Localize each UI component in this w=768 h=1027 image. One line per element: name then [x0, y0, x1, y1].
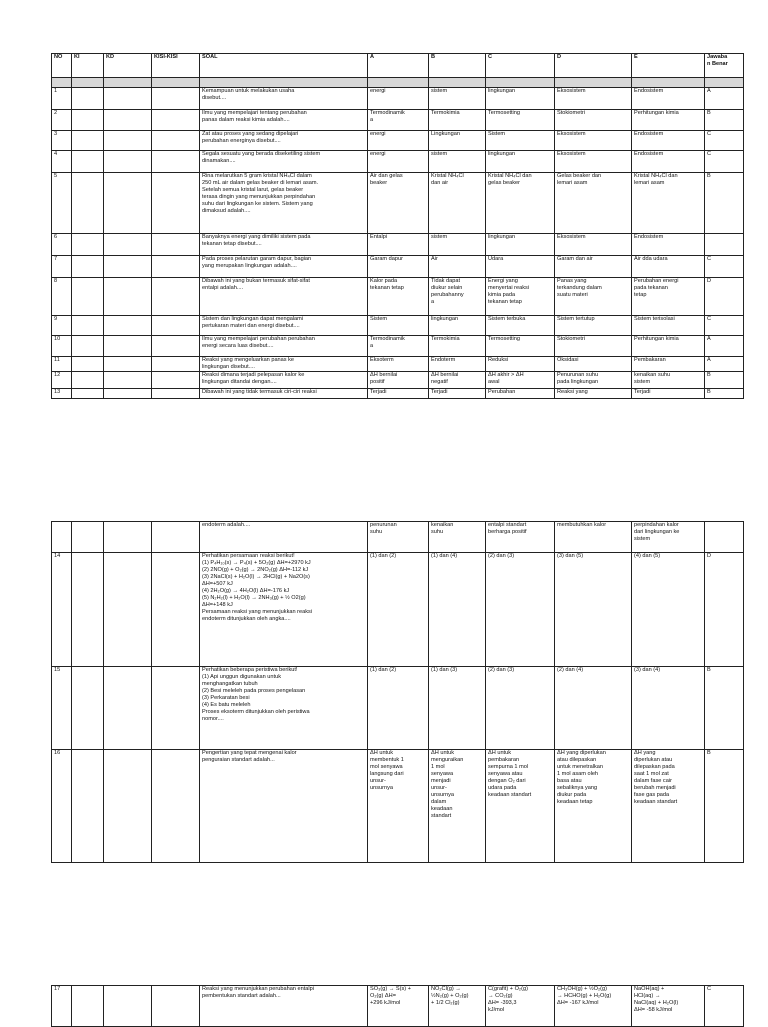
ki-cell: [72, 110, 104, 131]
option-d-cell: Sistem tertutup: [555, 316, 632, 336]
question-number-cell: 3: [52, 131, 72, 151]
kd-cell: [104, 256, 152, 278]
option-e-cell: Endosistem: [632, 88, 705, 110]
option-d-cell: Penurunan suhu pada lingkungan: [555, 372, 632, 389]
option-b-cell: Air: [429, 256, 486, 278]
question-text-cell: Sistem dan lingkungan dapat mengalami pertukaran materi dan energi disebut....: [200, 316, 368, 336]
option-a-cell: Kalor pada tekanan tetap: [368, 278, 429, 316]
kisi-kisi-cell: [152, 667, 200, 750]
option-c-cell: C(grafit) + O₂(g) → CO₂(g) ΔH= -393,3 kJ/mol: [486, 986, 555, 1027]
question-text-cell: Kemampuan untuk melakukan usaha disebut....: [200, 88, 368, 110]
question-row: [52, 256, 744, 278]
option-b-cell: (1) dan (3): [429, 667, 486, 750]
option-d-cell: ΔH yang diperlukan atau dilepaskan untuk menetralkan 1 mol asam oleh basa atau sebaliknya yang diukur pada keadaan tetap: [555, 750, 632, 863]
ki-cell: [72, 278, 104, 316]
option-c-cell: Perubahan: [486, 389, 555, 399]
question-text-cell: Banyaknya energi yang dimiliki sistem pada tekanan tetap disebut....: [200, 234, 368, 256]
kd-cell: [104, 986, 152, 1027]
header-kd: KD: [104, 54, 152, 78]
question-number-cell: 5: [52, 173, 72, 234]
option-d-cell: CH₃OH(g) + ½O₂(g) → HCHO(g) + H₂O(g) ΔH= -167 kJ/mol: [555, 986, 632, 1027]
option-b-cell: Termokimia: [429, 336, 486, 357]
answer-cell: D: [705, 278, 744, 316]
question-number-cell: 4: [52, 151, 72, 173]
option-c-cell: ΔH untuk pembakaran sempurna 1 mol senyawa atau dengan O₂ dari udara pada keadaan standart: [486, 750, 555, 863]
option-d-cell: membutuhkan kalor: [555, 522, 632, 553]
option-d-cell: (2) dan (4): [555, 667, 632, 750]
question-row: [52, 278, 744, 316]
option-c-cell: Termosetting: [486, 110, 555, 131]
question-number-cell: 8: [52, 278, 72, 316]
question-text-cell: Reaksi dimana terjadi pelepasan kalor ke lingkungan ditandai dengan....: [200, 372, 368, 389]
header-ki: KI: [72, 54, 104, 78]
option-a-cell: Eksoterm: [368, 357, 429, 372]
question-row: [52, 173, 744, 234]
question-row: [52, 151, 744, 173]
question-row: [52, 750, 744, 863]
option-d-cell: Garam dan air: [555, 256, 632, 278]
kisi-kisi-cell: [152, 357, 200, 372]
ki-cell: [72, 336, 104, 357]
question-number-cell: 13: [52, 389, 72, 399]
option-d-cell: Eksosistem: [555, 234, 632, 256]
question-row: [52, 986, 744, 1027]
option-c-cell: Energi yang menyertai reaksi kimia pada tekanan tetap: [486, 278, 555, 316]
option-a-cell: Termodinamik a: [368, 336, 429, 357]
kd-cell: [104, 316, 152, 336]
ki-cell: [72, 151, 104, 173]
kisi-kisi-cell: [152, 173, 200, 234]
option-a-cell: ΔH bernilai positif: [368, 372, 429, 389]
answer-cell: B: [705, 173, 744, 234]
answer-cell: C: [705, 256, 744, 278]
option-a-cell: Sistem: [368, 316, 429, 336]
question-text-cell: Rina melarutkan 5 gram kristal NH₄Cl dalam 250 mL air dalam gelas beaker di lemari asam. Setelah semua kristal larut, gelas beaker terasa dingin yang menunjukkan perpindahan suhu dari lingkungan ke sistem. Sistem yang dimaksud adalah....: [200, 173, 368, 234]
ki-cell: [72, 986, 104, 1027]
option-e-cell: Perhitungan kimia: [632, 336, 705, 357]
kisi-kisi-cell: [152, 131, 200, 151]
ki-cell: [72, 234, 104, 256]
option-b-cell: NO₂Cl(g) → ½N₂(g) + O₂(g) + 1/2 Cl₂(g): [429, 986, 486, 1027]
option-a-cell: Terjadi: [368, 389, 429, 399]
option-b-cell: Kristal NH₄Cl dan air: [429, 173, 486, 234]
kd-cell: [104, 88, 152, 110]
option-c-cell: Sistem terbuka: [486, 316, 555, 336]
question-text-cell: Reaksi yang menunjukkan perubahan entalpi pembentukan standart adalah...: [200, 986, 368, 1027]
header-soal: SOAL: [200, 54, 368, 78]
option-b-cell: Endoterm: [429, 357, 486, 372]
kd-cell: [104, 667, 152, 750]
answer-cell: B: [705, 389, 744, 399]
option-a-cell: energi: [368, 131, 429, 151]
ki-cell: [72, 372, 104, 389]
ki-cell: [72, 553, 104, 667]
option-d-cell: Eksosistem: [555, 151, 632, 173]
question-text-cell: Pada proses pelarutan garam dapur, bagian yang merupakan lingkungan adalah....: [200, 256, 368, 278]
option-e-cell: Kristal NH₄Cl dan lemari asam: [632, 173, 705, 234]
option-b-cell: ΔH untuk menguraikan 1 mol senyawa menjadi unsur- unsurnya dalam keadaan standart: [429, 750, 486, 863]
ki-cell: [72, 357, 104, 372]
question-number-cell: 11: [52, 357, 72, 372]
answer-cell: A: [705, 336, 744, 357]
kisi-kisi-cell: [152, 151, 200, 173]
option-e-cell: ΔH yang diperlukan atau dilepaskan pada saat 1 mol zat dalam fase cair berubah menjadi fase gas pada keadaan standart: [632, 750, 705, 863]
question-text-cell: endoterm adalah....: [200, 522, 368, 553]
kisi-kisi-cell: [152, 256, 200, 278]
question-text-cell: Zat atau proses yang sedang dipelajari perubahan energinya disebut....: [200, 131, 368, 151]
question-text-cell: Perhatikan beberapa peristiwa berikut! (1) Api unggun digunakan untuk menghangatkan tubuh (2) Besi meleleh pada proses pengelasan (3) Perkaratan besi (4) Es batu meleleh Proses eksoterm ditunjukkan oleh peristiwa nomor....: [200, 667, 368, 750]
option-c-cell: Kristal NH₄Cl dan gelas beaker: [486, 173, 555, 234]
kisi-kisi-cell: [152, 110, 200, 131]
option-c-cell: (2) dan (3): [486, 553, 555, 667]
answer-cell: [705, 234, 744, 256]
kd-cell: [104, 522, 152, 553]
answer-cell: B: [705, 750, 744, 863]
question-number-cell: 14: [52, 553, 72, 667]
kisi-kisi-cell: [152, 553, 200, 667]
option-a-cell: (1) dan (2): [368, 667, 429, 750]
option-a-cell: ΔH untuk membentuk 1 mol senyawa langsung dari unsur- unsurnya: [368, 750, 429, 863]
question-number-cell: 12: [52, 372, 72, 389]
option-c-cell: ΔH akhir > ΔH awal: [486, 372, 555, 389]
option-d-cell: Reaksi yang: [555, 389, 632, 399]
kisi-kisi-cell: [152, 389, 200, 399]
option-b-cell: ΔH bernilai negatif: [429, 372, 486, 389]
kd-cell: [104, 151, 152, 173]
option-b-cell: Termokimia: [429, 110, 486, 131]
ki-cell: [72, 750, 104, 863]
header-no: NO: [52, 54, 72, 78]
question-number-cell: 6: [52, 234, 72, 256]
header-a: A: [368, 54, 429, 78]
option-d-cell: Stokiometri: [555, 336, 632, 357]
option-d-cell: Eksosistem: [555, 131, 632, 151]
header-kisi-kisi: KISI-KISI: [152, 54, 200, 78]
option-e-cell: Endosistem: [632, 234, 705, 256]
option-a-cell: SO₃(g) → S(s) + O₂(g) ΔH= +296 kJ/mol: [368, 986, 429, 1027]
answer-cell: B: [705, 110, 744, 131]
kd-cell: [104, 357, 152, 372]
option-c-cell: Termosetting: [486, 336, 555, 357]
question-number-cell: 17: [52, 986, 72, 1027]
option-e-cell: Endosistem: [632, 131, 705, 151]
option-d-cell: (3) dan (5): [555, 553, 632, 667]
option-e-cell: (4) dan (5): [632, 553, 705, 667]
option-c-cell: (2) dan (3): [486, 667, 555, 750]
answer-cell: C: [705, 316, 744, 336]
question-text-cell: Segala sesuatu yang berada diseketiling sistem dinamakan....: [200, 151, 368, 173]
option-a-cell: Garam dapur: [368, 256, 429, 278]
kd-cell: [104, 173, 152, 234]
question-text-cell: Pengertian yang tepat mengenai kalor penguraian standart adalah...: [200, 750, 368, 863]
question-text-cell: Perhatikan persamaan reaksi berikut! (1) P₄H₁₀(s) → P₄(s) + 5O₂(g) ΔH=+2970 kJ (2) 2NO(g) + O₂(g) → 2NO₂(g) ΔH=-112 kJ (3) 2NaCl(s) + H₂O(l) → 2HCl(g) + Na2O(s) ΔH=+507 kJ (4) 2H₂O(g) → 4H₂O(l) ΔH=-176 kJ (5) N₂H₂(l) + H₂O(l) → 2NH₃(g) + ½ O2(g) ΔH=+148 kJ Persamaan reaksi yang menunjukkan reaksi endoterm ditunjukkan oleh angka....: [200, 553, 368, 667]
option-a-cell: Termodinamik a: [368, 110, 429, 131]
question-number-cell: 7: [52, 256, 72, 278]
option-a-cell: energi: [368, 88, 429, 110]
kd-cell: [104, 131, 152, 151]
question-text-cell: Reaksi yang mengeluarkan panas ke lingkungan disebut....: [200, 357, 368, 372]
option-b-cell: lingkungan: [429, 316, 486, 336]
question-number-cell: 2: [52, 110, 72, 131]
kisi-kisi-cell: [152, 750, 200, 863]
header-b: B: [429, 54, 486, 78]
option-b-cell: sistem: [429, 151, 486, 173]
question-row: [52, 357, 744, 372]
question-row: [52, 372, 744, 389]
header-d: D: [555, 54, 632, 78]
question-row: [52, 667, 744, 750]
option-c-cell: Reduksi: [486, 357, 555, 372]
option-d-cell: Gelas beaker dan lemari asam: [555, 173, 632, 234]
option-a-cell: Entalpi: [368, 234, 429, 256]
question-number-cell: 15: [52, 667, 72, 750]
option-a-cell: (1) dan (2): [368, 553, 429, 667]
kd-cell: [104, 372, 152, 389]
question-number-cell: 16: [52, 750, 72, 863]
answer-cell: C: [705, 131, 744, 151]
ki-cell: [72, 88, 104, 110]
kd-cell: [104, 750, 152, 863]
question-row: [52, 131, 744, 151]
option-b-cell: Terjadi: [429, 389, 486, 399]
option-e-cell: (3) dan (4): [632, 667, 705, 750]
ki-cell: [72, 522, 104, 553]
answer-cell: A: [705, 357, 744, 372]
question-row: [52, 522, 744, 553]
question-row: [52, 110, 744, 131]
option-b-cell: Tidak dapat diukur selain perubahanny a: [429, 278, 486, 316]
option-c-cell: lingkungan: [486, 234, 555, 256]
answer-cell: D: [705, 553, 744, 667]
option-d-cell: Stokiometri: [555, 110, 632, 131]
option-b-cell: (1) dan (4): [429, 553, 486, 667]
kd-cell: [104, 110, 152, 131]
question-row: [52, 553, 744, 667]
question-row: [52, 316, 744, 336]
option-e-cell: Endosistem: [632, 151, 705, 173]
answer-cell: [705, 522, 744, 553]
question-row: [52, 88, 744, 110]
option-e-cell: NaOH(aq) + HCl(aq) → NaCl(aq) + H₂O(l) ΔH= -58 kJ/mol: [632, 986, 705, 1027]
kisi-kisi-cell: [152, 234, 200, 256]
option-c-cell: entalpi standart berharga positif: [486, 522, 555, 553]
option-d-cell: Eksosistem: [555, 88, 632, 110]
option-c-cell: Udara: [486, 256, 555, 278]
header-e: E: [632, 54, 705, 78]
header-row: [52, 54, 744, 78]
kisi-kisi-cell: [152, 372, 200, 389]
question-text-cell: Dibawah ini yang bukan termasuk sifat-sifat entalpi adalah....: [200, 278, 368, 316]
question-text-cell: Dibawah ini yang tidak termasuk ciri-ciri reaksi: [200, 389, 368, 399]
header-c: C: [486, 54, 555, 78]
option-e-cell: Perhitungan kimia: [632, 110, 705, 131]
kisi-kisi-cell: [152, 336, 200, 357]
header-spacer-row: [52, 78, 744, 88]
option-a-cell: Air dan gelas beaker: [368, 173, 429, 234]
option-b-cell: Lingkungan: [429, 131, 486, 151]
question-number-cell: 10: [52, 336, 72, 357]
kd-cell: [104, 553, 152, 667]
option-e-cell: Air dda udara: [632, 256, 705, 278]
option-b-cell: sistem: [429, 88, 486, 110]
option-d-cell: Panas yang terkandung dalam suatu materi: [555, 278, 632, 316]
kisi-kisi-cell: [152, 986, 200, 1027]
question-table-page-3: [51, 985, 744, 1027]
ki-cell: [72, 316, 104, 336]
answer-cell: B: [705, 667, 744, 750]
ki-cell: [72, 256, 104, 278]
question-number-cell: 1: [52, 88, 72, 110]
kisi-kisi-cell: [152, 88, 200, 110]
answer-cell: A: [705, 88, 744, 110]
option-c-cell: lingkungan: [486, 88, 555, 110]
question-table-page-2: [51, 521, 744, 863]
option-e-cell: Pembakaran: [632, 357, 705, 372]
ki-cell: [72, 389, 104, 399]
kd-cell: [104, 336, 152, 357]
answer-cell: C: [705, 151, 744, 173]
kd-cell: [104, 389, 152, 399]
question-text-cell: Ilmu yang mempelajari perubahan perubahan energi secara luas disebut....: [200, 336, 368, 357]
option-c-cell: lingkungan: [486, 151, 555, 173]
answer-cell: C: [705, 986, 744, 1027]
question-text-cell: Ilmu yang mempelajari tentang perubahan panas dalam reaksi kimia adalah....: [200, 110, 368, 131]
option-d-cell: Oksidasi: [555, 357, 632, 372]
question-row: [52, 234, 744, 256]
question-number-cell: 9: [52, 316, 72, 336]
option-e-cell: kenaikan suhu sistem: [632, 372, 705, 389]
option-e-cell: perpindahan kalor dari lingkungan ke sistem: [632, 522, 705, 553]
kd-cell: [104, 234, 152, 256]
kisi-kisi-cell: [152, 316, 200, 336]
kd-cell: [104, 278, 152, 316]
answer-cell: B: [705, 372, 744, 389]
ki-cell: [72, 173, 104, 234]
kisi-kisi-cell: [152, 278, 200, 316]
option-c-cell: Sistem: [486, 131, 555, 151]
option-e-cell: Perubahan energi pada tekanan tetap: [632, 278, 705, 316]
option-e-cell: Sistem terisolasi: [632, 316, 705, 336]
header-jawaban-benar: Jawaba n Benar: [705, 54, 744, 78]
kisi-kisi-cell: [152, 522, 200, 553]
option-b-cell: kenaikan suhu: [429, 522, 486, 553]
question-row: [52, 389, 744, 399]
option-a-cell: energi: [368, 151, 429, 173]
option-e-cell: Terjadi: [632, 389, 705, 399]
ki-cell: [72, 131, 104, 151]
question-number-cell: [52, 522, 72, 553]
ki-cell: [72, 667, 104, 750]
option-b-cell: sistem: [429, 234, 486, 256]
question-row: [52, 336, 744, 357]
option-a-cell: penurunan suhu: [368, 522, 429, 553]
question-table-page-1: [51, 53, 744, 399]
